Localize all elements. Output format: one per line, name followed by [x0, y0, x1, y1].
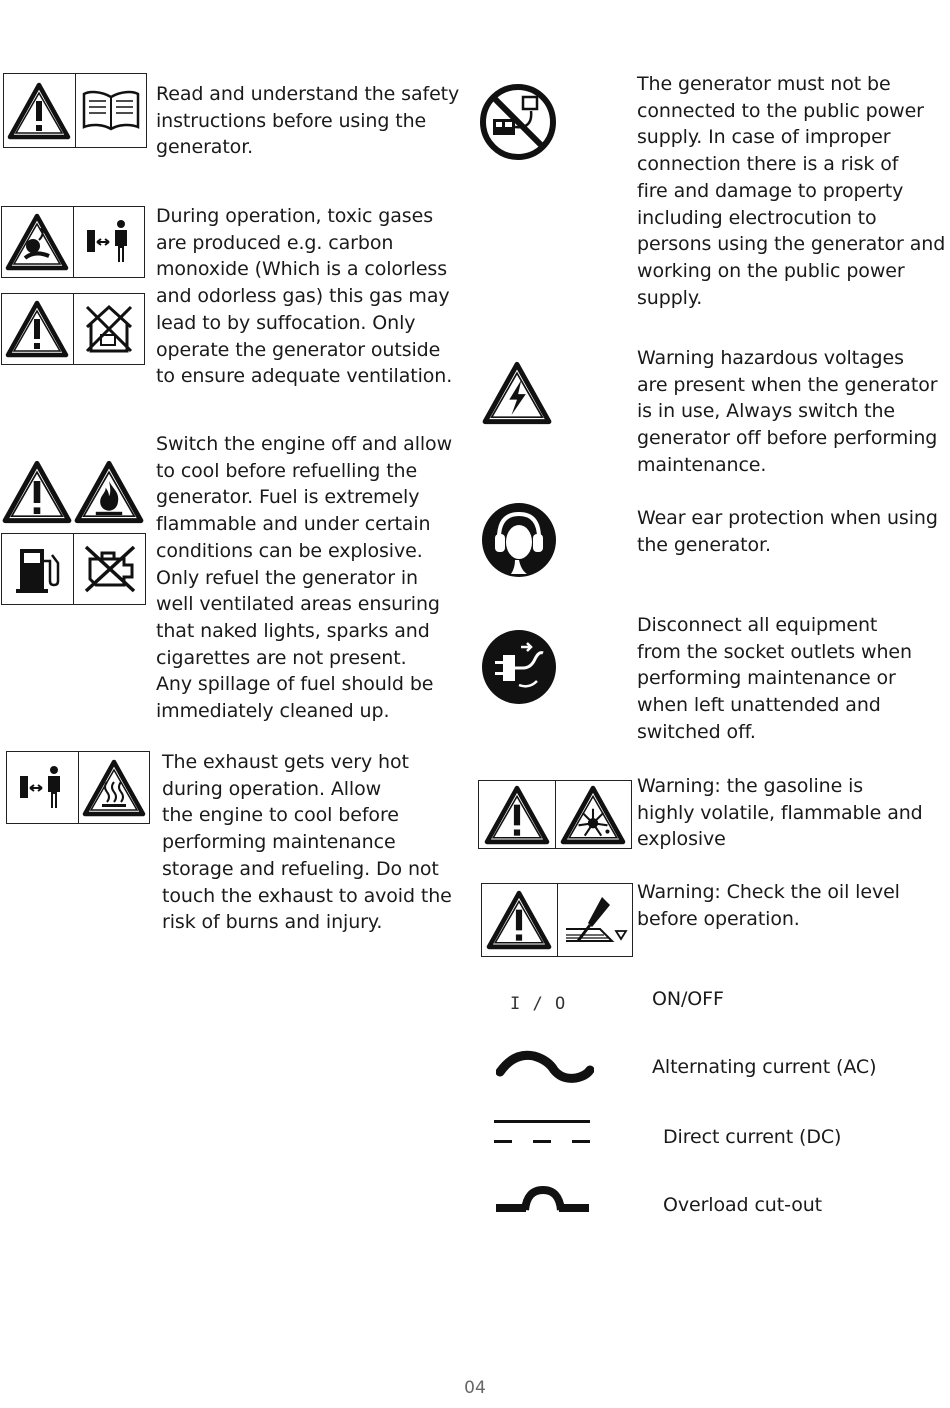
keep-distance-person-icon [73, 207, 145, 277]
direct-current-icon [493, 1118, 593, 1152]
read-manual-symbol-box [3, 73, 147, 148]
ear-protection-icon [481, 502, 557, 582]
alternating-current-icon [496, 1046, 594, 1090]
on-off-label: ON/OFF [652, 988, 724, 1010]
oil-dipstick-icon [557, 884, 633, 956]
hot-exhaust-text: The exhaust gets very hot during operation. Allow the engine to cool before performing maintenance storage and refueling. Do not touch the exhaust to avoid the risk of burns and injury. [162, 751, 452, 934]
toxic-gases-text: During operation, toxic gases are produced e.g. carbon monoxide (Which is a colorless and odorless gas) this gas may lead to by suffocation. Only operate the generator outside to ensure adequate ventilation. [156, 205, 453, 388]
keep-distance-person-icon [7, 752, 78, 823]
page-number: 04 [464, 1378, 486, 1398]
engine-off-icon [73, 534, 145, 604]
hot-surface-warning-icon [78, 752, 150, 823]
oil-level-symbol-box [481, 883, 633, 957]
gasoline-warning-text: Warning: the gasoline is highly volatile, flammable and explosive [637, 775, 923, 851]
dc-label: Direct current (DC) [663, 1126, 842, 1148]
warning-triangle-icon [2, 294, 73, 364]
oil-level-text: Warning: Check the oil level before operation. [637, 881, 900, 930]
high-voltage-warning-icon [480, 360, 554, 430]
manual-book-icon [75, 74, 147, 147]
warning-triangle-icon [1, 459, 73, 529]
explosive-warning-icon [555, 781, 632, 848]
no-indoor-symbol-box [1, 293, 145, 365]
overload-cutout-icon [495, 1186, 591, 1224]
disconnect-text: Disconnect all equipment from the socket outlets when performing maintenance or when left unattended and switched off. [637, 614, 912, 743]
public-supply-text: The generator must not be connected to the public power supply. In case of improper connection there is a risk of fire and damage to property including electrocution to persons using the generator and working on the public power supply. [637, 73, 946, 309]
overload-label: Overload cut-out [663, 1194, 823, 1216]
refuel-text: Switch the engine off and allow to cool before refuelling the generator. Fuel is extremely flammable and under certain conditions can be explosive. Only refuel the generator in well ventilated areas ensuring that naked lights, sparks and cigarettes are not present. Any spillage of fuel should be immediately cleaned up. [156, 433, 453, 723]
warning-triangle-icon [479, 781, 555, 848]
toxic-gas-symbol-box [1, 206, 145, 278]
warning-triangle-icon [4, 74, 75, 147]
on-off-glyph: I / O [510, 994, 567, 1014]
toxic-gas-warning-icon [2, 207, 73, 277]
hazardous-voltage-text: Warning hazardous voltages are present when the generator is in use, Always switch the generator off before performing maintenance. [637, 347, 938, 476]
ear-protection-text: Wear ear protection when using the generator. [637, 507, 938, 556]
fuel-pump-icon [2, 534, 73, 604]
hot-exhaust-symbol-box [6, 751, 150, 824]
no-indoor-use-icon [73, 294, 145, 364]
unplug-icon [481, 629, 557, 709]
ac-label: Alternating current (AC) [652, 1056, 877, 1078]
flammable-warning-icon [73, 459, 145, 529]
fuel-symbol-box [1, 533, 146, 605]
gasoline-symbol-box [478, 780, 632, 849]
read-instructions-text: Read and understand the safety instructions before using the generator. [156, 83, 460, 159]
no-mains-connection-icon [479, 83, 557, 165]
warning-triangle-icon [482, 884, 557, 956]
